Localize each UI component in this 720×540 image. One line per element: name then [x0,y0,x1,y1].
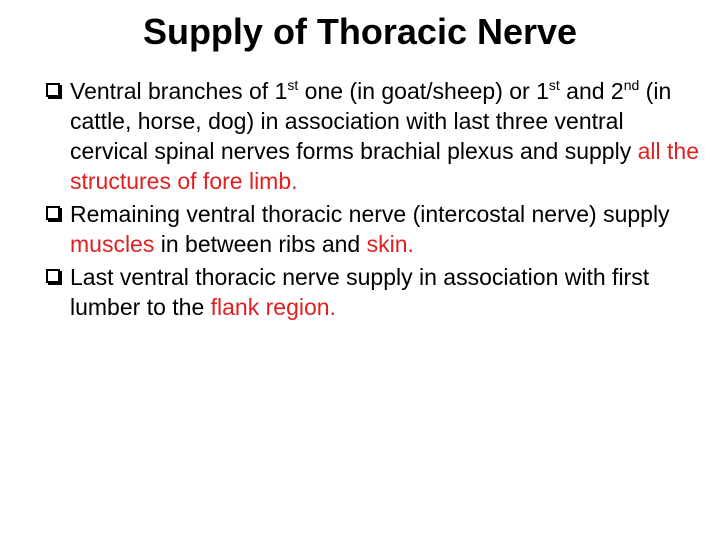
bullet-text: one (in goat/sheep) or 1 [298,78,549,104]
highlight-text: skin. [366,231,414,257]
bullet-text: Last ventral thoracic nerve supply in association with first lumber to the [70,264,650,320]
bullet-text: and 2 [559,78,624,104]
slide-title: Supply of Thoracic Nerve [142,11,578,52]
highlight-text: muscles [70,231,155,257]
bullet-item-flank [44,262,704,322]
bullet-text: in between ribs and [154,231,367,257]
checkbox-square-icon [46,269,60,283]
checkbox-square-icon [46,206,60,220]
checkbox-square-icon [46,83,60,97]
ordinal-suffix: nd [623,77,640,93]
ordinal-suffix: st [548,77,560,93]
highlight-text: all the structures of fore limb. [70,138,699,194]
bullet-text: Ventral branches of 1 [70,78,288,104]
bullet-text: (in cattle, horse, dog) in association with last three ventral cervical spinal nerves forms brachial plexus and supply [70,78,672,164]
bullet-item-intercostal [44,199,704,259]
bullet-item-brachial-plexus [44,76,704,196]
bullet-text: Remaining ventral thoracic nerve (intercostal nerve) supply [70,201,670,227]
ordinal-suffix: st [287,77,299,93]
highlight-text: flank region. [210,294,336,320]
bullet-list [44,76,704,325]
